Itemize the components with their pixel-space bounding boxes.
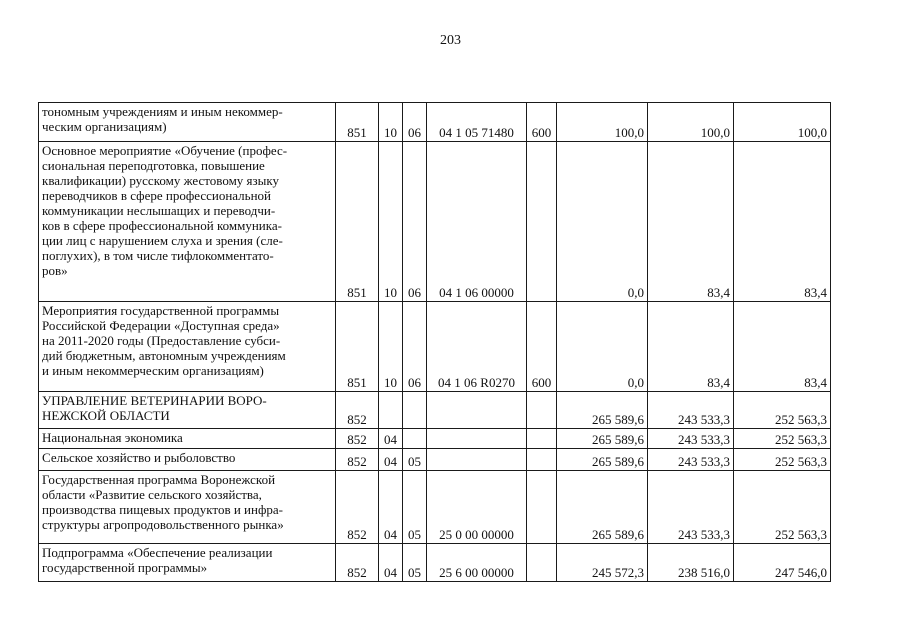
table-row (39, 302, 831, 392)
grbs-cell: 852 (336, 471, 379, 544)
grbs-cell: 852 (336, 429, 379, 449)
amount-cell-year1: 265 589,6 (557, 471, 648, 544)
row-name-cell: тономным учреждениям и иным некоммер- ческим организациям) (39, 103, 336, 142)
amount-cell-year3: 252 563,3 (734, 392, 831, 429)
section-cell: 04 (379, 429, 403, 449)
amount-cell-year1: 0,0 (557, 142, 648, 302)
amount-cell-year3: 83,4 (734, 142, 831, 302)
row-name-cell: Основное мероприятие «Обучение (профес- сиональная переподготовка, повышение квалификации) русскому жестовому языку переводчиков в сфере профессиональной коммуникации неслышащих и переводчи- ков в сфере профессиональной коммуника- ции лиц с нарушением слуха и зрения (сле- поглухих), в том числе тифлокомментато- ров» (39, 142, 336, 302)
amount-cell-year3: 252 563,3 (734, 471, 831, 544)
grbs-cell: 852 (336, 544, 379, 582)
table-row (39, 103, 831, 142)
amount-cell-year3: 252 563,3 (734, 449, 831, 471)
subsection-cell (403, 429, 427, 449)
section-cell: 04 (379, 471, 403, 544)
table-row (39, 142, 831, 302)
row-name-cell: УПРАВЛЕНИЕ ВЕТЕРИНАРИИ ВОРО- НЕЖСКОЙ ОБЛАСТИ (39, 392, 336, 429)
section-cell (379, 392, 403, 429)
target-article-cell: 04 1 06 00000 (427, 142, 527, 302)
amount-cell-year3: 100,0 (734, 103, 831, 142)
target-article-cell: 04 1 05 71480 (427, 103, 527, 142)
amount-cell-year2: 238 516,0 (648, 544, 734, 582)
amount-cell-year1: 265 589,6 (557, 449, 648, 471)
table-row (39, 449, 831, 471)
amount-cell-year2: 243 533,3 (648, 449, 734, 471)
target-article-cell: 25 6 00 00000 (427, 544, 527, 582)
target-article-cell: 25 0 00 00000 (427, 471, 527, 544)
expense-type-cell (527, 449, 557, 471)
section-cell: 04 (379, 544, 403, 582)
section-cell: 10 (379, 142, 403, 302)
grbs-cell: 852 (336, 449, 379, 471)
table-row (39, 392, 831, 429)
amount-cell-year2: 83,4 (648, 302, 734, 392)
row-name-cell: Национальная экономика (39, 429, 336, 449)
subsection-cell: 05 (403, 544, 427, 582)
expense-type-cell: 600 (527, 302, 557, 392)
amount-cell-year3: 252 563,3 (734, 429, 831, 449)
amount-cell-year2: 83,4 (648, 142, 734, 302)
amount-cell-year1: 265 589,6 (557, 392, 648, 429)
table-row (39, 471, 831, 544)
amount-cell-year2: 100,0 (648, 103, 734, 142)
grbs-cell: 851 (336, 103, 379, 142)
grbs-cell: 852 (336, 392, 379, 429)
amount-cell-year2: 243 533,3 (648, 392, 734, 429)
expense-type-cell (527, 392, 557, 429)
subsection-cell: 05 (403, 471, 427, 544)
table-row (39, 429, 831, 449)
amount-cell-year1: 0,0 (557, 302, 648, 392)
budget-table (38, 102, 831, 582)
subsection-cell: 05 (403, 449, 427, 471)
row-name-cell: Сельское хозяйство и рыболовство (39, 449, 336, 471)
subsection-cell (403, 392, 427, 429)
target-article-cell: 04 1 06 R0270 (427, 302, 527, 392)
amount-cell-year2: 243 533,3 (648, 429, 734, 449)
page-number: 203 (440, 33, 461, 48)
section-cell: 10 (379, 302, 403, 392)
grbs-cell: 851 (336, 302, 379, 392)
subsection-cell: 06 (403, 142, 427, 302)
row-name-cell: Подпрограмма «Обеспечение реализации государственной программы» (39, 544, 336, 582)
target-article-cell (427, 392, 527, 429)
amount-cell-year1: 265 589,6 (557, 429, 648, 449)
section-cell: 10 (379, 103, 403, 142)
expense-type-cell: 600 (527, 103, 557, 142)
grbs-cell: 851 (336, 142, 379, 302)
amount-cell-year3: 247 546,0 (734, 544, 831, 582)
amount-cell-year1: 100,0 (557, 103, 648, 142)
target-article-cell (427, 449, 527, 471)
subsection-cell: 06 (403, 103, 427, 142)
amount-cell-year3: 83,4 (734, 302, 831, 392)
expense-type-cell (527, 429, 557, 449)
row-name-cell: Мероприятия государственной программы Российской Федерации «Доступная среда» на 2011-2020 годы (Предоставление субси- дий бюджетным, автономным учреждениям и иным некоммерческим организациям) (39, 302, 336, 392)
subsection-cell: 06 (403, 302, 427, 392)
table-row (39, 544, 831, 582)
target-article-cell (427, 429, 527, 449)
expense-type-cell (527, 471, 557, 544)
section-cell: 04 (379, 449, 403, 471)
row-name-cell: Государственная программа Воронежской области «Развитие сельского хозяйства, производства пищевых продуктов и инфра- структуры агропродовольственного рынка» (39, 471, 336, 544)
amount-cell-year1: 245 572,3 (557, 544, 648, 582)
expense-type-cell (527, 142, 557, 302)
expense-type-cell (527, 544, 557, 582)
amount-cell-year2: 243 533,3 (648, 471, 734, 544)
